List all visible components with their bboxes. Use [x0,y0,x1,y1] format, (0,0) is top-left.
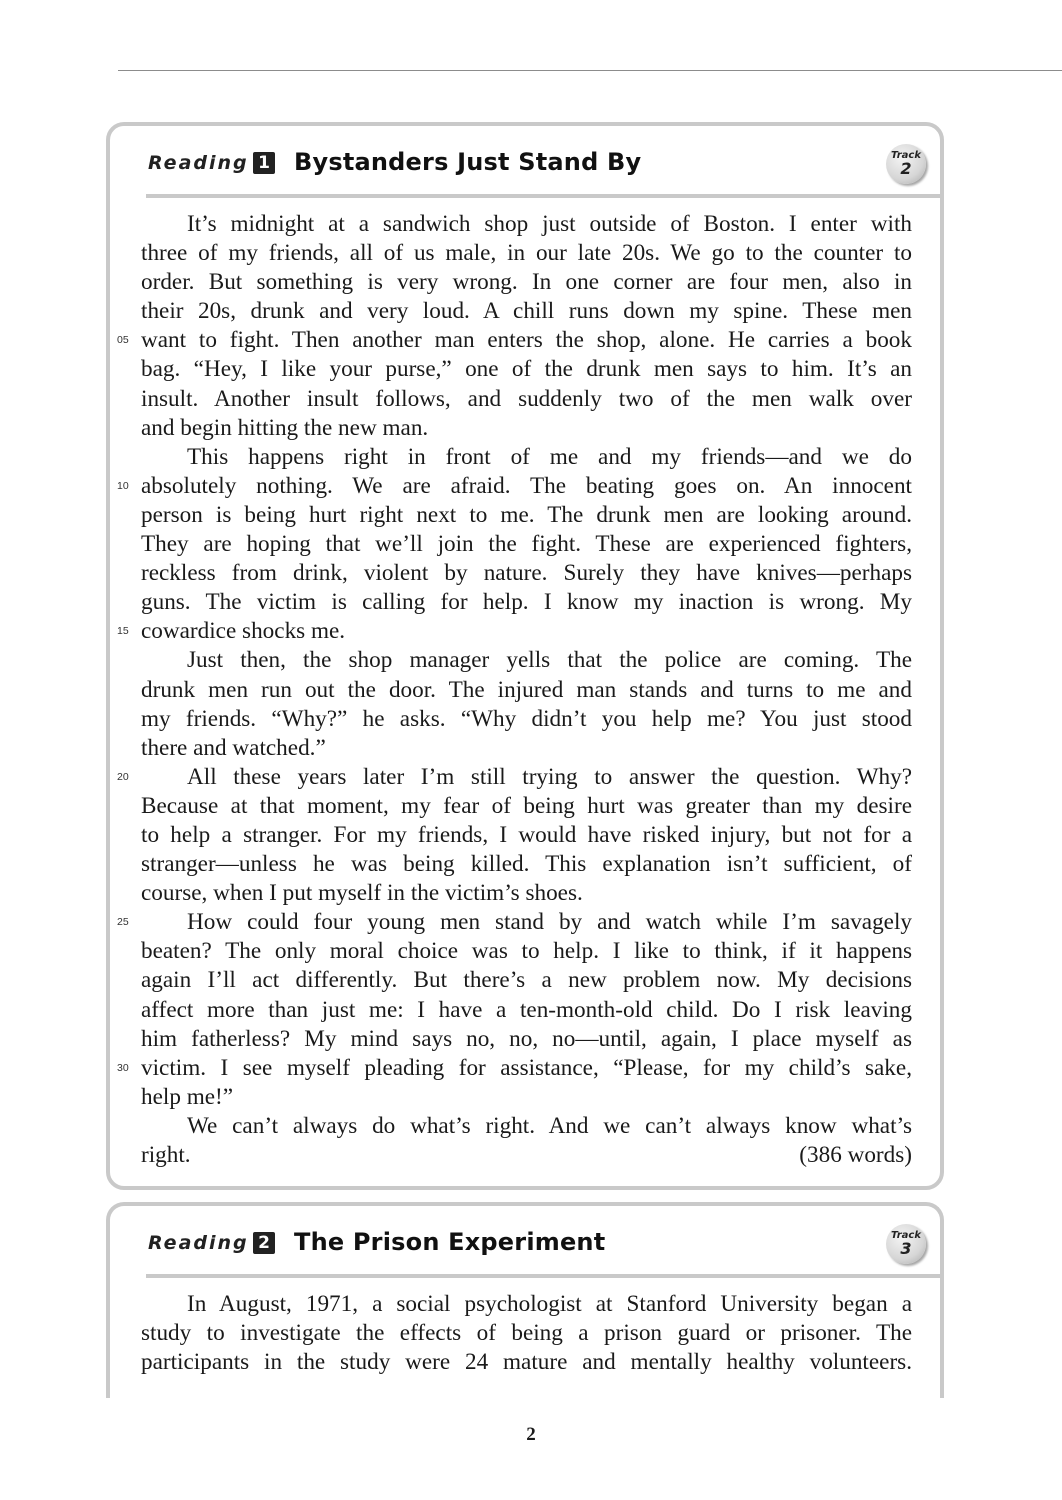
page-number: 2 [526,1424,536,1445]
line-number: 30 [117,1062,129,1074]
text-line: It’s midnight at a sandwich shop just outside of Boston. I enter with [187,211,912,237]
track-label: Track [891,1230,921,1241]
text-line: cowardice shocks me. [141,618,346,645]
text-line-end: right. [141,1142,191,1168]
text-line: participants in the study were 24 mature and mentally healthy volunteers. [141,1349,912,1376]
text-line: there and watched.” [141,734,326,761]
line-number: 05 [117,334,129,346]
reading-number-badge: 1 [253,152,275,174]
reading-label: Reading [148,152,249,174]
text-line: beaten? The only moral choice was to help. I like to think, if it happens [141,938,912,965]
text-line: their 20s, drunk and very loud. A chill runs down my spine. These men [141,298,912,325]
top-rule [118,70,1062,71]
text-line: They are hoping that we’ll join the fight. These are experienced fighters, [141,531,912,558]
line-number: 25 [117,916,129,928]
text-line-final [141,1141,912,1170]
text-line: help me!” [141,1083,234,1110]
header-divider [146,1274,940,1278]
text-line: All these years later I’m still trying to answer the question. Why? [187,763,912,790]
text-line: affect more than just me: I have a ten-month-old child. Do I risk leaving [141,996,912,1023]
reading-title: Bystanders Just Stand By [294,148,642,176]
text-line: Just then, the shop manager yells that the police are coming. The [187,647,912,674]
line-number: 10 [117,480,129,492]
text-line: bag. “Hey, I like your purse,” one of the drunk men says to him. It’s an [141,356,912,383]
text-line: This happens right in front of me and my friends—and we do [187,443,912,470]
text-line: three of my friends, all of us male, in our late 20s. We go to the counter to [141,240,912,267]
reading-2-box [106,1202,944,1398]
reading-2-header [146,1228,940,1262]
text-line: stranger—unless he was being killed. This explanation isn’t sufficient, of [141,851,912,878]
text-line: In August, 1971, a social psychologist at Stanford University began a [187,1291,912,1317]
header-divider [146,194,940,198]
text-line: order. But something is very wrong. In one corner are four men, also in [141,269,912,296]
text-line: and begin hitting the new man. [141,414,429,441]
track-label: Track [891,150,921,161]
reading-title: The Prison Experiment [294,1228,606,1256]
text-line: How could four young men stand by and watch while I’m savagely [187,909,912,936]
text-line: reckless from drink, violent by nature. Surely they have knives—perhaps [141,560,912,587]
text-line: study to investigate the effects of being a prison guard or prisoner. The [141,1320,912,1347]
text-line: him fatherless? My mind says no, no, no—until, again, I place myself as [141,1025,912,1052]
track-number: 2 [900,159,912,178]
text-line: insult. Another insult follows, and suddenly two of the men walk over [141,385,912,412]
reading-number-badge: 2 [253,1232,275,1254]
audio-track-icon[interactable] [886,144,926,184]
audio-track-icon[interactable] [886,1224,926,1264]
text-line: drunk men run out the door. The injured man stands and turns to me and [141,676,912,703]
reading-1-body [117,210,912,1170]
line-number: 20 [117,771,129,783]
word-count: (386 words) [799,1142,912,1168]
text-line: again I’ll act differently. But there’s a new problem now. My decisions [141,967,912,994]
track-number: 3 [900,1239,912,1258]
text-line: victim. I see myself pleading for assistance, “Please, for my child’s sake, [141,1054,912,1081]
text-line: to help a stranger. For my friends, I would have risked injury, but not for a [141,821,912,848]
text-line: We can’t always do what’s right. And we can’t always know what’s [187,1112,912,1139]
line-number: 15 [117,625,129,637]
reading-label: Reading [148,1232,249,1254]
reading-2-body [141,1290,912,1377]
text-line: course, when I put myself in the victim’s shoes. [141,880,583,907]
text-line: absolutely nothing. We are afraid. The beating goes on. An innocent [141,472,912,499]
text-line: want to fight. Then another man enters the shop, alone. He carries a book [141,327,912,354]
text-line: my friends. “Why?” he asks. “Why didn’t you help me? You just stood [141,705,912,732]
reading-1-box [106,122,944,1190]
text-line: Because at that moment, my fear of being hurt was greater than my desire [141,792,912,819]
text-line: person is being hurt right next to me. The drunk men are looking around. [141,501,912,528]
text-line: guns. The victim is calling for help. I know my inaction is wrong. My [141,589,912,616]
reading-1-header [146,148,940,182]
